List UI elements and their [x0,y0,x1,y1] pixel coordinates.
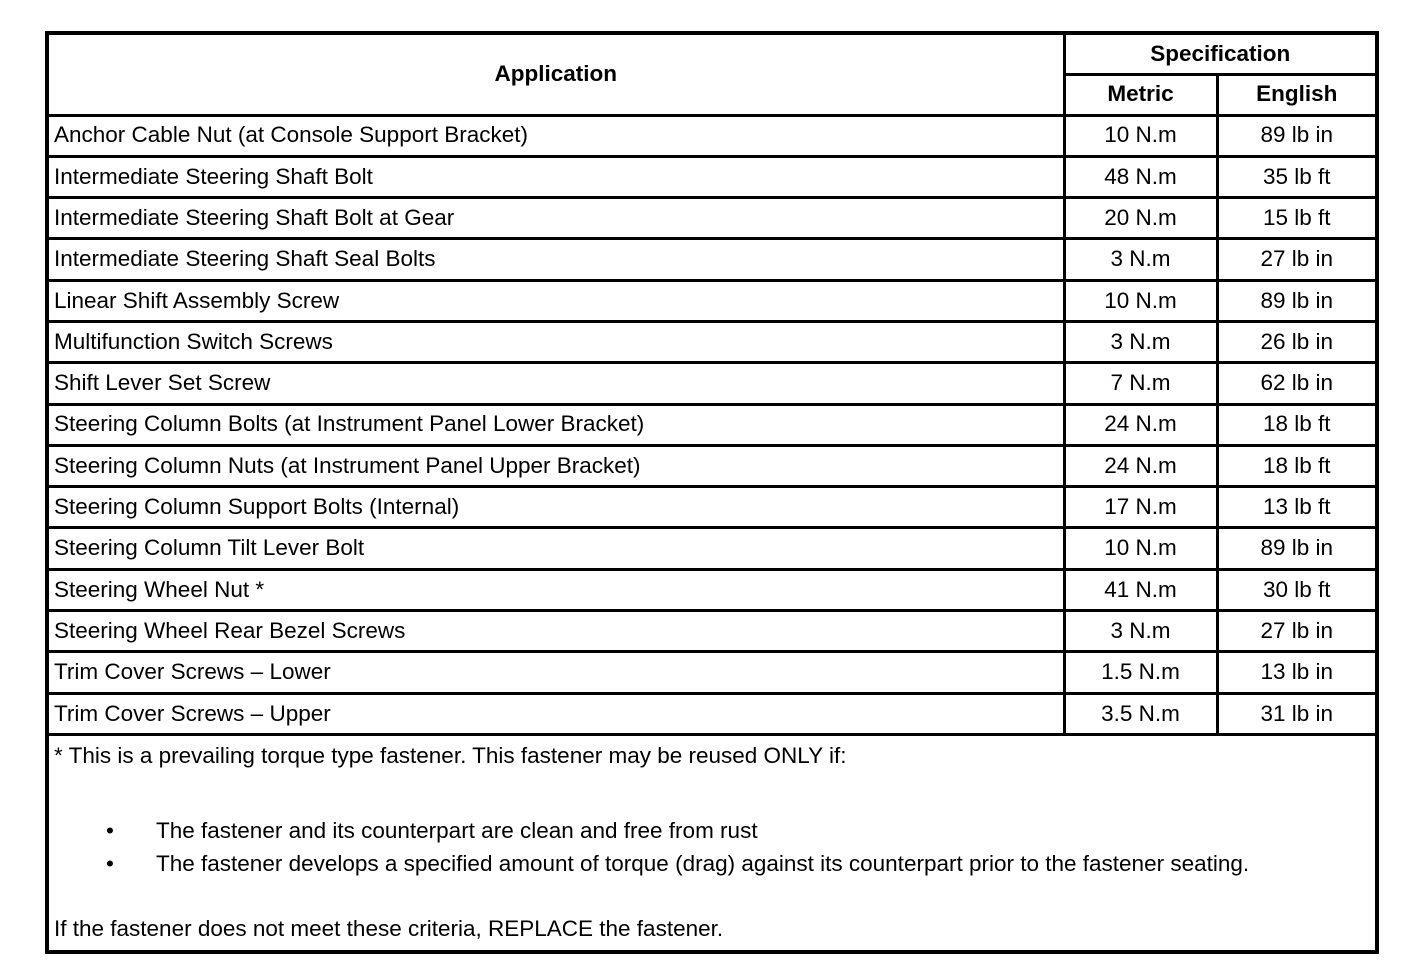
english-cell: 18 lb ft [1217,445,1377,486]
note-intro: * This is a prevailing torque type fastener. This fastener may be reused ONLY if: [54,742,847,768]
metric-cell: 3 N.m [1064,239,1217,280]
note-bullet-list [54,814,1375,880]
english-cell: 15 lb ft [1217,198,1377,239]
application-cell: Intermediate Steering Shaft Bolt at Gear [47,198,1064,239]
table-row [47,239,1377,280]
metric-cell: 10 N.m [1064,280,1217,321]
english-cell: 31 lb in [1217,693,1377,734]
application-cell: Intermediate Steering Shaft Seal Bolts [47,239,1064,280]
application-cell: Steering Column Tilt Lever Bolt [47,528,1064,569]
metric-cell: 17 N.m [1064,487,1217,528]
application-cell: Anchor Cable Nut (at Console Support Bracket) [47,115,1064,156]
metric-cell: 24 N.m [1064,404,1217,445]
table-row [47,611,1377,652]
application-header: Application [47,33,1064,115]
metric-cell: 41 N.m [1064,569,1217,610]
english-cell: 26 lb in [1217,321,1377,362]
metric-cell: 10 N.m [1064,528,1217,569]
specification-header: Specification [1064,33,1377,74]
header-row-top [47,33,1377,74]
metric-cell: 10 N.m [1064,115,1217,156]
table-row [47,156,1377,197]
table-row [47,528,1377,569]
note-bullet-text: The fastener and its counterpart are clean and free from rust [156,817,758,843]
application-cell: Steering Column Support Bolts (Internal) [47,487,1064,528]
application-cell: Steering Wheel Nut * [47,569,1064,610]
note-bullet-item [54,814,1375,847]
table-row [47,363,1377,404]
metric-cell: 3 N.m [1064,321,1217,362]
table-row [47,652,1377,693]
metric-header: Metric [1064,74,1217,115]
application-cell: Multifunction Switch Screws [47,321,1064,362]
english-cell: 89 lb in [1217,528,1377,569]
note-bullet-text: The fastener develops a specified amount of torque (drag) against its counterpart prior to the fastener seating. [156,850,1250,876]
english-cell: 30 lb ft [1217,569,1377,610]
metric-cell: 3 N.m [1064,611,1217,652]
metric-cell: 48 N.m [1064,156,1217,197]
torque-spec-table [45,31,1379,954]
metric-cell: 3.5 N.m [1064,693,1217,734]
metric-cell: 20 N.m [1064,198,1217,239]
application-cell: Steering Column Nuts (at Instrument Panel Upper Bracket) [47,445,1064,486]
metric-cell: 24 N.m [1064,445,1217,486]
bullet-icon: • [106,850,114,876]
table-row [47,693,1377,734]
application-cell: Intermediate Steering Shaft Bolt [47,156,1064,197]
english-cell: 89 lb in [1217,280,1377,321]
english-cell: 35 lb ft [1217,156,1377,197]
english-cell: 13 lb in [1217,652,1377,693]
english-cell: 62 lb in [1217,363,1377,404]
table-row [47,569,1377,610]
metric-cell: 1.5 N.m [1064,652,1217,693]
application-cell: Trim Cover Screws – Lower [47,652,1064,693]
bullet-icon: • [106,817,114,843]
application-cell: Linear Shift Assembly Screw [47,280,1064,321]
metric-cell: 7 N.m [1064,363,1217,404]
english-header: English [1217,74,1377,115]
application-cell: Steering Column Bolts (at Instrument Panel Lower Bracket) [47,404,1064,445]
application-cell: Shift Lever Set Screw [47,363,1064,404]
english-cell: 13 lb ft [1217,487,1377,528]
note-outro: If the fastener does not meet these criteria, REPLACE the fastener. [54,915,724,941]
table-row [47,487,1377,528]
table-body [47,115,1377,734]
english-cell: 27 lb in [1217,611,1377,652]
application-cell: Trim Cover Screws – Upper [47,693,1064,734]
table-row [47,198,1377,239]
note-row [47,734,1377,952]
english-cell: 27 lb in [1217,239,1377,280]
english-cell: 18 lb ft [1217,404,1377,445]
english-cell: 89 lb in [1217,115,1377,156]
application-cell: Steering Wheel Rear Bezel Screws [47,611,1064,652]
fastener-note [47,734,1377,952]
table-row [47,445,1377,486]
table-row [47,321,1377,362]
note-bullet-item [54,847,1375,880]
table-row [47,280,1377,321]
table-row [47,115,1377,156]
table-row [47,404,1377,445]
